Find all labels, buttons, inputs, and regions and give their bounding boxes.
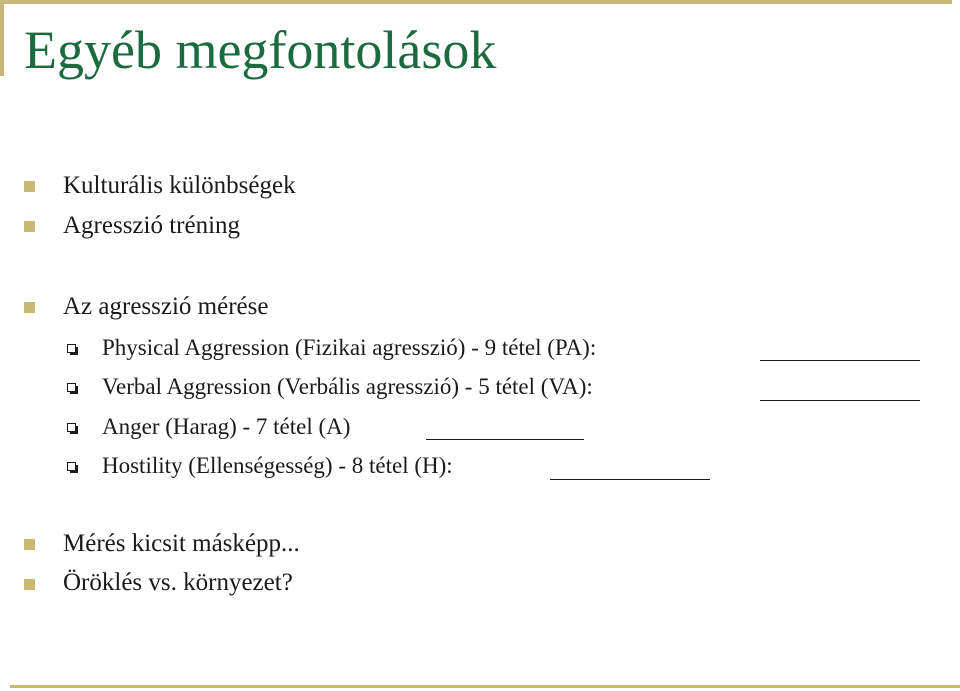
left-accent-line <box>0 0 4 76</box>
checkbox-bullet-icon <box>67 423 76 432</box>
bottom-accent-line <box>10 685 960 688</box>
square-bullet-icon <box>24 302 35 313</box>
square-bullet-icon <box>24 539 35 550</box>
bullet-text: Kulturális különbségek <box>63 172 296 199</box>
slide-title: Egyéb megfontolások <box>24 20 497 80</box>
answer-blank-line <box>760 380 920 401</box>
sub-bullet-text: Hostility (Ellenségesség) - 8 tétel (H): <box>102 453 453 478</box>
bullet-text: Öröklés vs. környezet? <box>63 569 293 596</box>
square-bullet-icon <box>24 221 35 232</box>
bullet-text: Az agresszió mérése <box>63 293 269 320</box>
answer-blank-line <box>760 340 920 361</box>
checkbox-bullet-icon <box>67 462 76 471</box>
bullet-text: Agresszió tréning <box>63 212 241 239</box>
answer-blank-line <box>426 419 584 440</box>
square-bullet-icon <box>24 181 35 192</box>
sub-bullet-text: Verbal Aggression (Verbális agresszió) - 5 tétel (VA): <box>102 374 593 399</box>
square-bullet-icon <box>24 579 35 590</box>
bullet-text: Mérés kicsit másképp... <box>63 530 300 557</box>
top-accent-line <box>0 0 952 4</box>
checkbox-bullet-icon <box>67 383 76 392</box>
checkbox-bullet-icon <box>67 344 76 353</box>
answer-blank-line <box>550 459 710 480</box>
sub-bullet-text: Physical Aggression (Fizikai agresszió) - 9 tétel (PA): <box>102 335 597 360</box>
sub-bullet-text: Anger (Harag) - 7 tétel (A) <box>102 414 351 439</box>
